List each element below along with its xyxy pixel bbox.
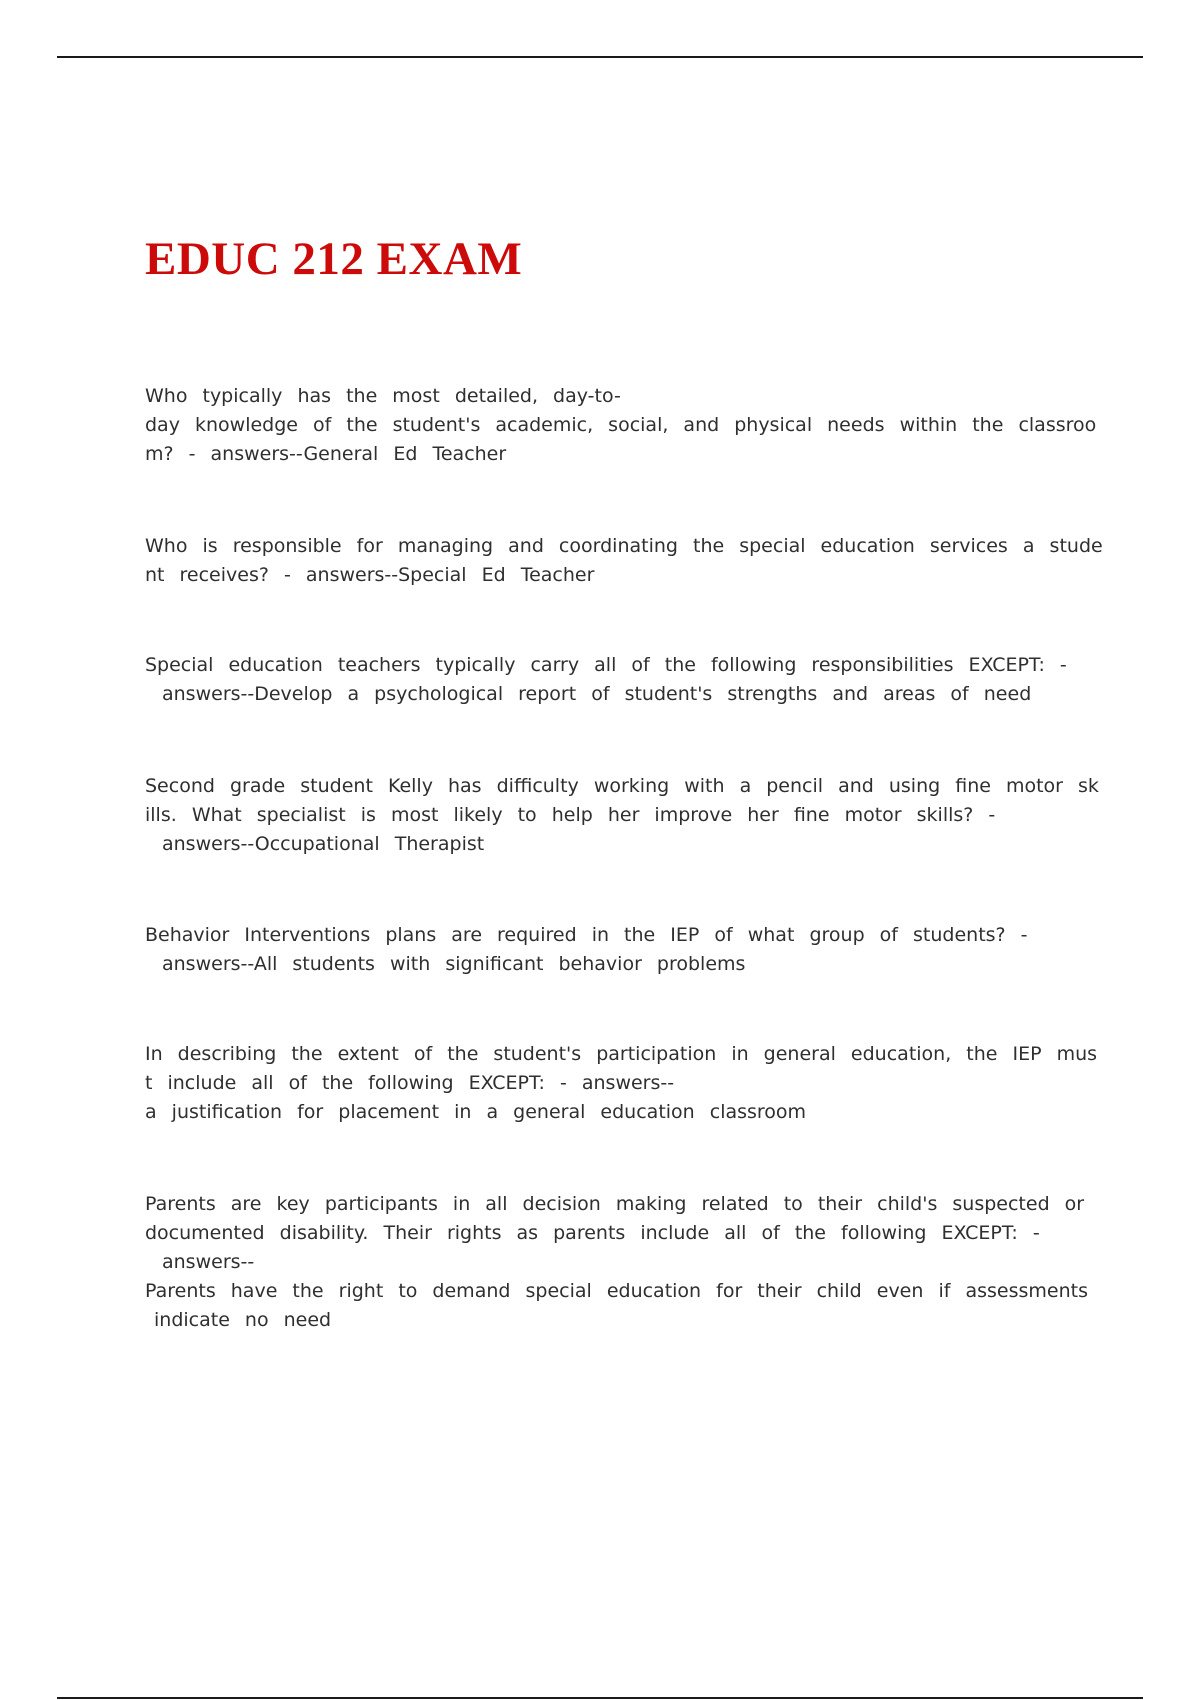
qa-line: a justification for placement in a general education classroom [145,1101,807,1123]
qa-line: Who is responsible for managing and coordinating the special education services a stude [145,535,1103,557]
qa-item-3 [145,651,1085,709]
bottom-rule [57,1697,1143,1699]
qa-line: answers--All students with significant behavior problems [162,953,746,975]
qa-line: documented disability. Their rights as parents include all of the following EXCEPT: - [145,1222,1040,1244]
qa-item-1 [145,382,1097,469]
qa-item-4 [145,772,1099,859]
qa-line: day knowledge of the student's academic, social, and physical needs within the classroo [145,414,1097,436]
qa-line: Behavior Interventions plans are required in the IEP of what group of students? - [145,924,1028,946]
qa-line: Special education teachers typically carry all of the following responsibilities EXCEPT: - [145,654,1067,676]
qa-line: Second grade student Kelly has difficulty working with a pencil and using fine motor sk [145,775,1099,797]
qa-line: answers-- [162,1251,255,1273]
qa-line: nt receives? - answers--Special Ed Teacher [145,564,595,586]
qa-line: answers--Occupational Therapist [162,833,485,855]
qa-line: Parents have the right to demand special education for their child even if assessments [145,1280,1088,1302]
qa-line: Parents are key participants in all decision making related to their child's suspected or [145,1193,1085,1215]
top-rule [57,56,1143,58]
qa-line: In describing the extent of the student's participation in general education, the IEP mus [145,1043,1098,1065]
qa-line: ills. What specialist is most likely to help her improve her fine motor skills? - [145,804,996,826]
qa-line: t include all of the following EXCEPT: - answers-- [145,1072,675,1094]
qa-line: Who typically has the most detailed, day-to- [145,385,621,407]
qa-line: m? - answers--General Ed Teacher [145,443,507,465]
qa-line: indicate no need [154,1309,332,1331]
qa-line: answers--Develop a psychological report of student's strengths and areas of need [162,683,1032,705]
qa-item-6 [145,1040,1098,1127]
qa-item-7 [145,1190,1088,1335]
qa-item-2 [145,532,1103,590]
document-title: EDUC 212 EXAM [145,233,523,285]
qa-item-5 [145,921,1085,979]
